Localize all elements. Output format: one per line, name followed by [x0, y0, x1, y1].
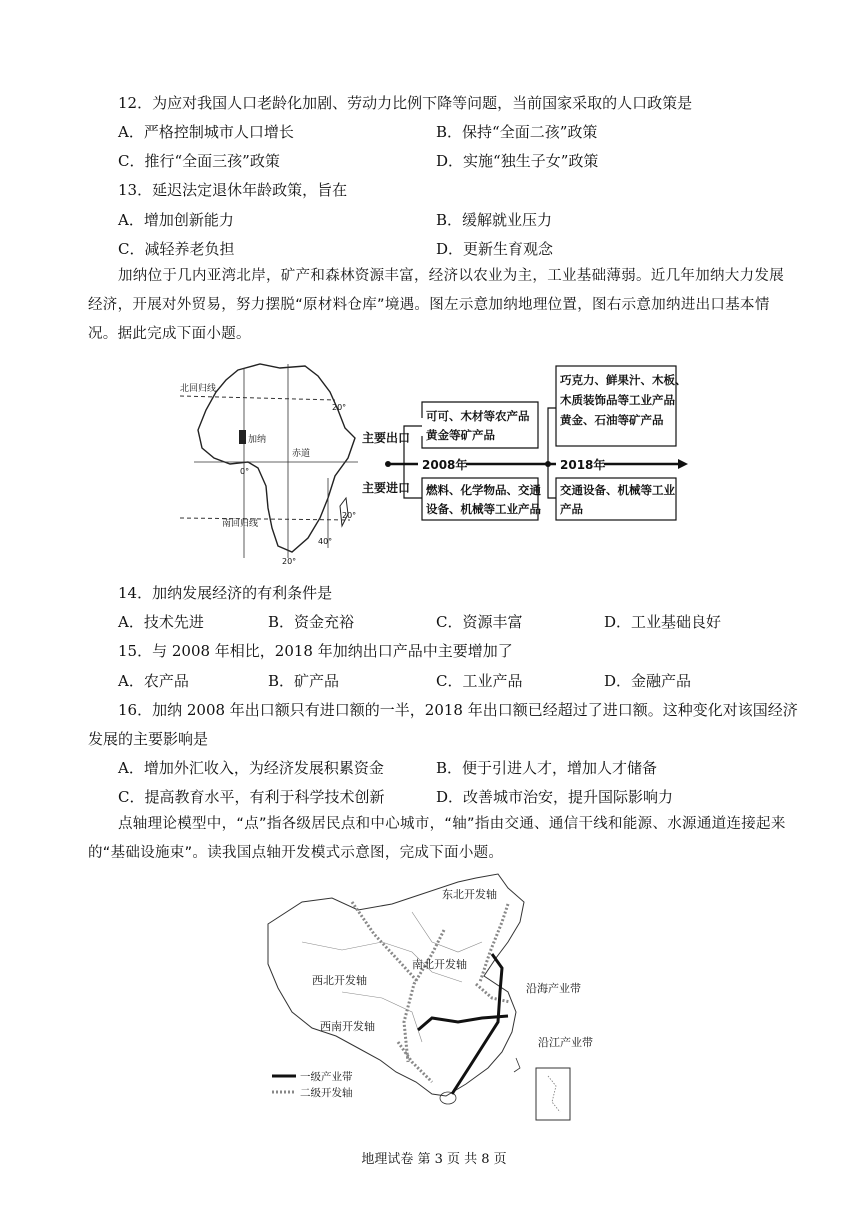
- q15-option-d[interactable]: D．金融产品: [604, 672, 692, 690]
- q15-option-b[interactable]: B．矿产品: [268, 672, 340, 690]
- export-2008-line1: 可可、木材等农产品: [426, 409, 530, 423]
- q16-stem-line1: 16．加纳 2008 年出口额只有进口额的一半，2018 年出口额已经超过了进口额。这种变化对该国经济: [118, 701, 798, 719]
- export-label: 主要出口: [362, 431, 411, 445]
- yangtze-belt-label: 沿江产业带: [538, 1036, 593, 1049]
- page-footer: 地理试卷 第 3 页 共 8 页: [361, 1152, 507, 1167]
- q15-option-c[interactable]: C．工业产品: [436, 672, 523, 690]
- legend-secondary-label: 二级开发轴: [300, 1087, 353, 1099]
- q13-option-c[interactable]: C．减轻养老负担: [118, 240, 235, 258]
- import-2008-line1: 燃料、化学物品、交通: [426, 483, 541, 497]
- northwest-axis-label: 西北开发轴: [312, 974, 367, 987]
- tropic-capricorn-label: 南回归线: [222, 519, 259, 529]
- lon-40-label: 40°: [318, 537, 333, 546]
- axis-intro-paragraph: 点轴理论模型中，“点”指各级居民点和中心城市，“轴”指由交通、通信干线和能源、水源通道连接起来的“基础设施束”。读我国点轴开发模式示意图，完成下面小题。: [88, 816, 786, 861]
- export-2008-line2: 黄金等矿产品: [426, 428, 495, 442]
- lon-20-label: 20°: [282, 557, 297, 566]
- china-axis-map: [262, 872, 606, 1134]
- q16-option-b[interactable]: B．便于引进人才，增加人才储备: [436, 759, 658, 777]
- southwest-axis-label: 西南开发轴: [320, 1020, 375, 1033]
- lon-0-label: 0°: [240, 467, 250, 476]
- south-north-axis-label: 南北开发轴: [412, 958, 467, 971]
- tropic-cancer-label: 北回归线: [180, 384, 217, 394]
- q12-stem: 12．为应对我国人口老龄化加剧、劳动力比例下降等问题，当前国家采取的人口政策是: [118, 94, 693, 112]
- import-2018-line2: 产品: [560, 502, 583, 516]
- q13-option-d[interactable]: D．更新生育观念: [436, 240, 554, 258]
- year-2008-label: 2008年: [422, 458, 468, 472]
- coastal-belt-label: 沿海产业带: [526, 982, 581, 995]
- q14-option-b[interactable]: B．资金充裕: [268, 613, 355, 631]
- import-label: 主要进口: [362, 481, 411, 495]
- q14-option-d[interactable]: D．工业基础良好: [604, 613, 722, 631]
- lat-20n-label: 20°: [332, 403, 347, 412]
- import-2008-line2: 设备、机械等工业产品: [426, 502, 541, 516]
- q16-option-c[interactable]: C．提高教育水平，有利于科学技术创新: [118, 788, 385, 806]
- q15-stem: 15．与 2008 年相比，2018 年加纳出口产品中主要增加了: [118, 642, 513, 660]
- export-2018-line2: 木质装饰品等工业产品: [560, 393, 675, 407]
- q14-option-c[interactable]: C．资源丰富: [436, 613, 523, 631]
- q14-option-a[interactable]: A．技术先进: [118, 613, 204, 631]
- q12-option-a[interactable]: A．严格控制城市人口增长: [118, 123, 294, 141]
- export-2018-line1: 巧克力、鲜果汁、木板、: [560, 373, 687, 387]
- q13-option-b[interactable]: B．缓解就业压力: [436, 211, 553, 229]
- q15-option-a[interactable]: A．农产品: [118, 672, 189, 690]
- ghana-trade-diagram: [360, 362, 690, 522]
- export-2018-line3: 黄金、石油等矿产品: [560, 413, 664, 427]
- q14-stem: 14．加纳发展经济的有利条件是: [118, 584, 333, 602]
- equator-label: 赤道: [292, 449, 311, 459]
- import-2018-line1: 交通设备、机械等工业: [560, 483, 675, 497]
- q13-stem: 13．延迟法定退休年龄政策，旨在: [118, 181, 348, 199]
- year-2018-label: 2018年: [560, 458, 606, 472]
- q13-option-a[interactable]: A．增加创新能力: [118, 211, 234, 229]
- q12-option-b[interactable]: B．保持“全面二孩”政策: [436, 123, 598, 141]
- northeast-axis-label: 东北开发轴: [442, 888, 497, 901]
- lat-20s-label: 20°: [342, 511, 357, 520]
- ghana-marker: [239, 430, 246, 444]
- q12-option-d[interactable]: D．实施“独生子女”政策: [436, 152, 599, 170]
- ghana-intro-paragraph: 加纳位于几内亚湾北岸，矿产和森林资源丰富，经济以农业为主，工业基础薄弱。近几年加纳大力发展经济，开展对外贸易，努力摆脱“原材料仓库”境遇。图左示意加纳地理位置，图右示意加纳进出口基本情况。据此完成下面小题。: [88, 268, 784, 342]
- q16-option-a[interactable]: A．增加外汇收入，为经济发展积累资金: [118, 759, 384, 777]
- legend-primary-label: 一级产业带: [300, 1071, 353, 1083]
- q16-option-d[interactable]: D．改善城市治安，提升国际影响力: [436, 788, 674, 806]
- q16-stem-line2: 发展的主要影响是: [88, 730, 209, 748]
- ghana-label: 加纳: [248, 435, 267, 445]
- africa-map: [180, 358, 360, 568]
- q12-option-c[interactable]: C．推行“全面三孩”政策: [118, 152, 280, 170]
